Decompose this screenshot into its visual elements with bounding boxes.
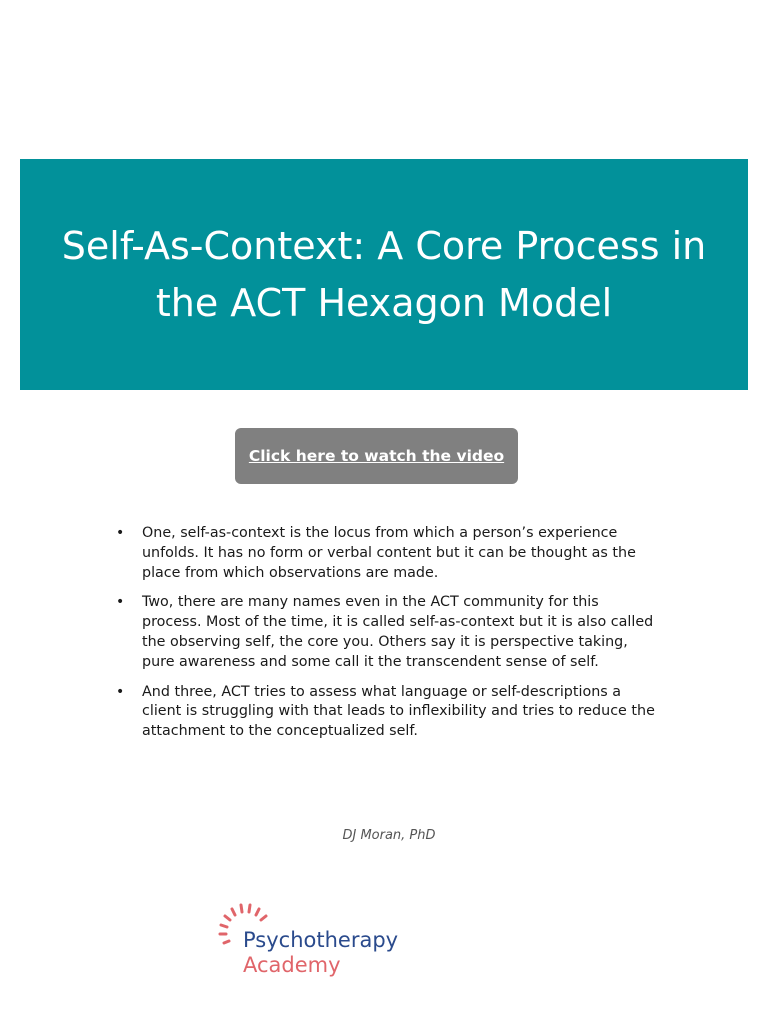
sunburst-ray [232, 909, 235, 915]
author-credit: DJ Moran, PhD [342, 828, 436, 843]
list-item [112, 593, 657, 672]
bullet-icon: • [116, 594, 125, 611]
sunburst-ray [221, 925, 227, 927]
bullet-text: One, self-as-context is the locus from which a person’s experience unfolds. It has no form or verbal content but it can be thought as the place from which observations are made. [142, 525, 636, 581]
logo-wordmark-line2: Academy [243, 953, 341, 977]
bullet-text: Two, there are many names even in the ACT community for this process. Most of the time, it is called self-as-context but it is also called the observing self, the core you. Others say it is perspective taking, pure awareness and some call it the transcendent sense of self. [142, 594, 654, 670]
page-title: Self-As-Context: A Core Process in the ACT Hexagon Model [61, 223, 707, 325]
sunburst-ray [225, 916, 230, 920]
watch-video-button[interactable]: Click here to watch the video [235, 428, 518, 484]
sunburst-ray [256, 909, 259, 915]
list-item [112, 683, 657, 742]
sunburst-ray [261, 916, 266, 920]
sunburst-ray [224, 941, 229, 943]
sunburst-ray [241, 905, 242, 912]
bullet-icon: • [116, 683, 125, 700]
logo-wordmark-line1: Psychotherapy [243, 928, 399, 952]
bullet-icon: • [116, 525, 125, 541]
sunburst-ray [249, 905, 250, 912]
title-banner [20, 159, 748, 390]
list-item [112, 524, 657, 583]
bullet-list [112, 524, 657, 752]
bullet-text: And three, ACT tries to assess what language or self-descriptions a client is struggling with that leads to inflexibility and tries to reduce the attachment to the conceptualized self. [142, 683, 655, 740]
